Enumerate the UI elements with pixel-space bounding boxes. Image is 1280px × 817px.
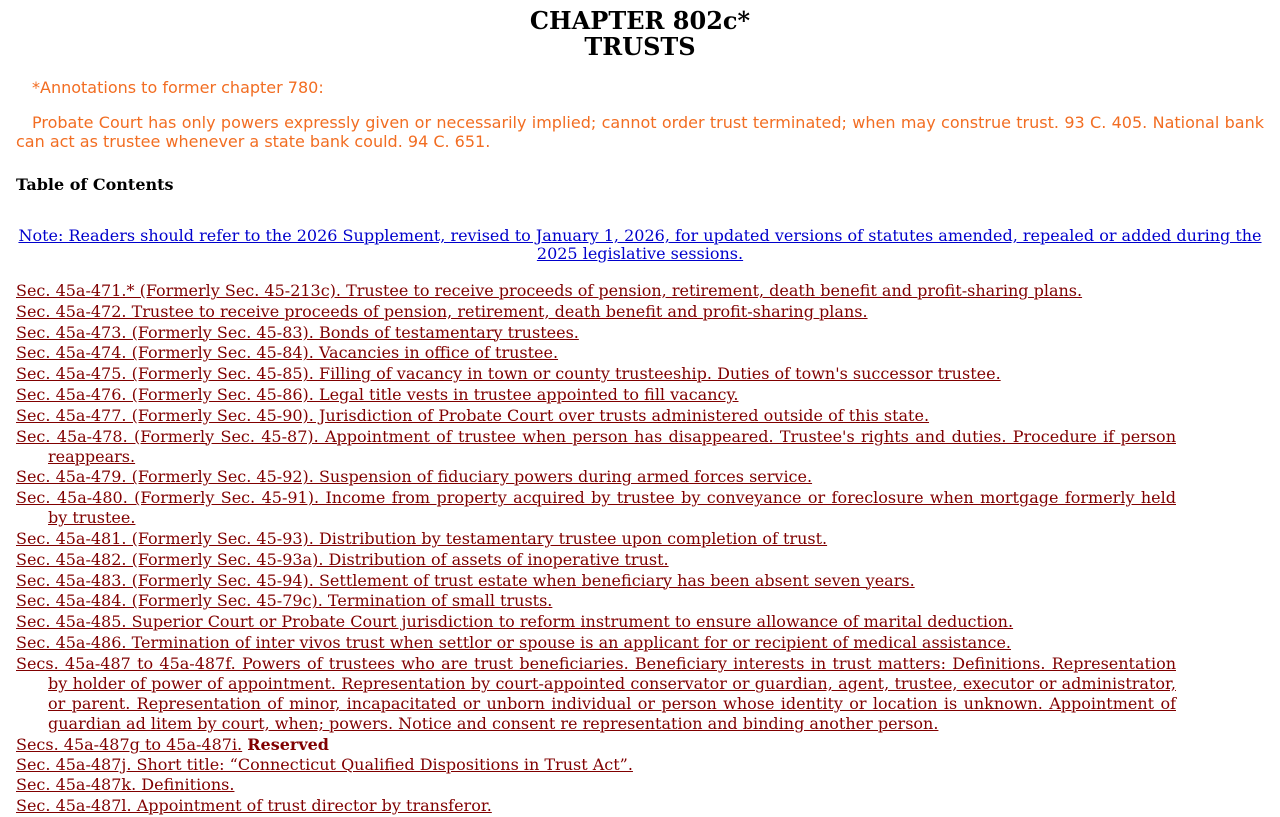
toc-link[interactable]: Sec. 45a-475. (Formerly Sec. 45-85). Filling of vacancy in town or county trusteeship. Duties of town's successor trustee. bbox=[16, 364, 1001, 384]
toc-link[interactable]: Sec. 45a-483. (Formerly Sec. 45-94). Settlement of trust estate when beneficiary has been absent seven years. bbox=[16, 570, 915, 590]
toc-link[interactable]: Sec. 45a-486. Termination of inter vivos trust when settlor or spouse is an applicant for or recipient of medical assistance. bbox=[16, 632, 1012, 652]
toc-link[interactable]: Secs. 45a-487g to 45a-487i. bbox=[16, 734, 243, 754]
chapter-title: TRUSTS bbox=[584, 32, 696, 61]
toc-link[interactable]: Sec. 45a-480. (Formerly Sec. 45-91). Income from property acquired by trustee by conveyance or foreclosure when mortgage formerly held by trustee. bbox=[16, 488, 1176, 528]
toc-list bbox=[16, 281, 1176, 816]
toc-link[interactable]: Sec. 45a-482. (Formerly Sec. 45-93a). Distribution of assets of inoperative trust. bbox=[16, 549, 669, 569]
toc-link[interactable]: Sec. 45a-477. (Formerly Sec. 45-90). Jurisdiction of Probate Court over trusts administered outside of this state. bbox=[16, 405, 930, 425]
toc-link[interactable]: Sec. 45a-474. (Formerly Sec. 45-84). Vacancies in office of trustee. bbox=[16, 343, 559, 363]
toc-link[interactable]: Sec. 45a-473. (Formerly Sec. 45-83). Bonds of testamentary trustees. bbox=[16, 322, 579, 342]
toc-link[interactable]: Sec. 45a-487l. Appointment of trust director by transferor. bbox=[16, 796, 492, 816]
toc-link[interactable]: Sec. 45a-476. (Formerly Sec. 45-86). Legal title vests in trustee appointed to fill vacancy. bbox=[16, 384, 739, 404]
annotations-text: Probate Court has only powers expressly given or necessarily implied; cannot order trust terminated; when may construe trust. 93 C. 405. National bank can act as trustee whenever a state bank could. 94 C. 651. bbox=[16, 113, 1264, 151]
toc-link[interactable]: Sec. 45a-487k. Definitions. bbox=[16, 775, 235, 795]
toc-link[interactable]: Sec. 45a-471.* (Formerly Sec. 45-213c). Trustee to receive proceeds of pension, retirement, death benefit and profit-sharing plans. bbox=[16, 281, 1083, 300]
toc-reserved-row bbox=[16, 735, 1176, 755]
toc-link[interactable]: Sec. 45a-479. (Formerly Sec. 45-92). Suspension of fiduciary powers during armed forces service. bbox=[16, 467, 813, 487]
toc-link[interactable]: Sec. 45a-472. Trustee to receive proceeds of pension, retirement, death benefit and profit-sharing plans. bbox=[16, 301, 868, 321]
statute-page bbox=[16, 0, 1264, 817]
supplement-note-link[interactable]: Note: Readers should refer to the 2026 Supplement, revised to January 1, 2026, for updated versions of statutes amended, repealed or added during the 2025 legislative sessions. bbox=[18, 226, 1262, 263]
toc-heading: Table of Contents bbox=[16, 175, 174, 194]
toc-link[interactable]: Secs. 45a-487 to 45a-487f. Powers of trustees who are trust beneficiaries. Beneficiary interests in trust matters: Definitions. Representation by holder of power of appointment. Representation by court-appointed conservator or guardian, agent, trustee, executor or administrator, or parent. Representation of minor, incapacitated or unborn individual or person whose identity or location is unknown. Appointment of guardian ad litem by court, when; powers. Notice and consent re representation and binding another person. bbox=[16, 653, 1176, 733]
toc-link[interactable]: Sec. 45a-481. (Formerly Sec. 45-93). Distribution by testamentary trustee upon completion of trust. bbox=[16, 528, 828, 548]
toc-link[interactable]: Sec. 45a-487j. Short title: “Connecticut Qualified Dispositions in Trust Act”. bbox=[16, 754, 633, 774]
toc-link[interactable]: Sec. 45a-478. (Formerly Sec. 45-87). Appointment of trustee when person has disappeared. Trustee's rights and duties. Procedure if person reappears. bbox=[16, 426, 1176, 466]
toc-link[interactable]: Sec. 45a-484. (Formerly Sec. 45-79c). Termination of small trusts. bbox=[16, 591, 553, 611]
annotations-header: *Annotations to former chapter 780: bbox=[32, 78, 324, 97]
chapter-number: CHAPTER 802c* bbox=[529, 6, 751, 35]
chapter-heading bbox=[16, 8, 1264, 60]
reserved-label: Reserved bbox=[247, 734, 329, 754]
toc-link[interactable]: Sec. 45a-485. Superior Court or Probate Court jurisdiction to reform instrument to ensure allowance of marital deduction. bbox=[16, 612, 1014, 632]
